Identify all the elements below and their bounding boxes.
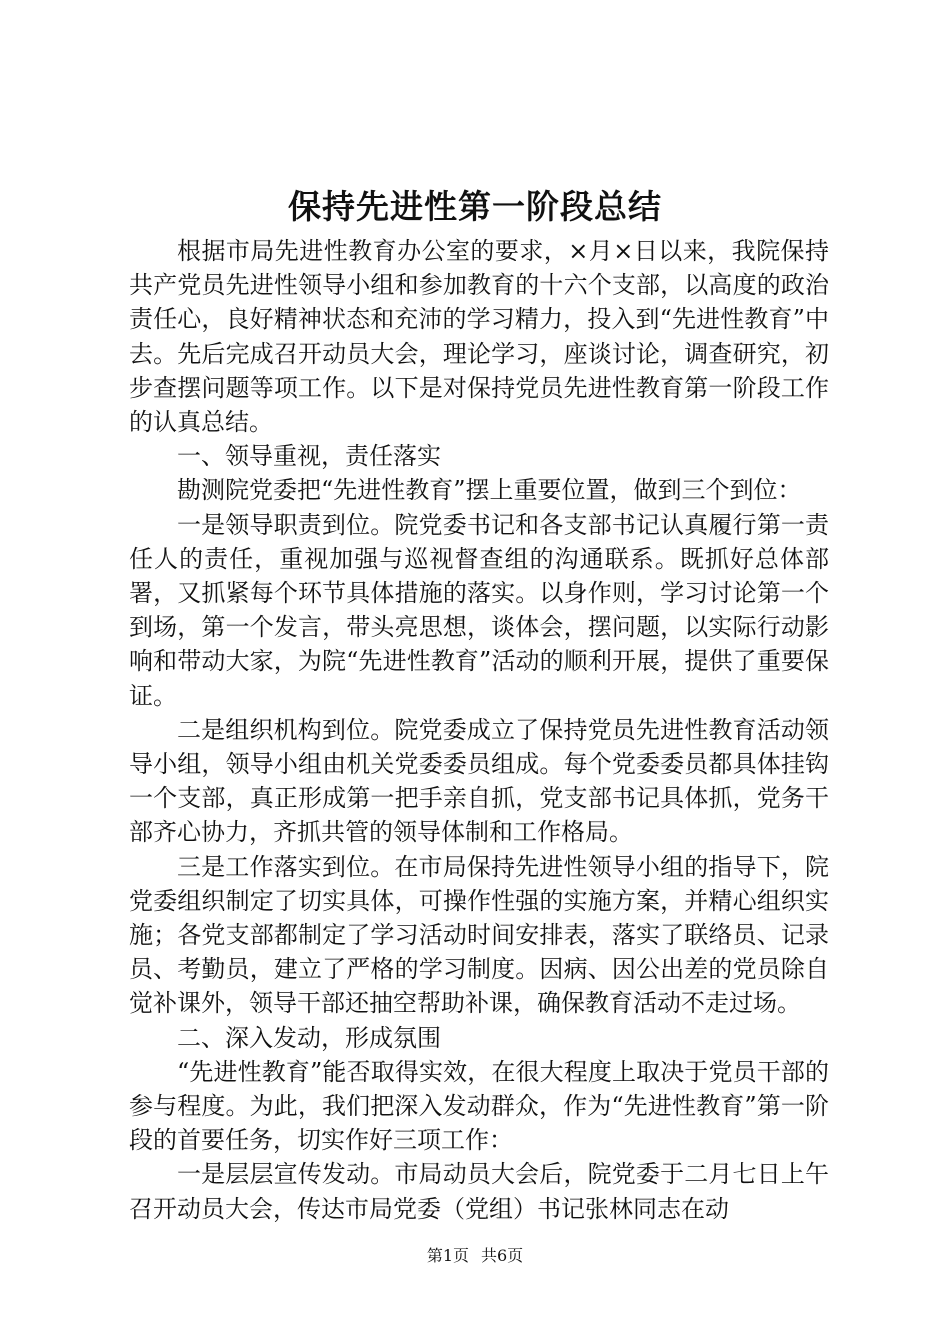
page-footer xyxy=(0,1245,950,1267)
section-heading-1: 一、领导重视，责任落实 xyxy=(177,442,441,471)
paragraph-organization: 二是组织机构到位。院党委成立了保持党员先进性教育活动领导小组，领导小组由机关党委委员组成。每个党委委员都具体挂钩一个支部，真正形成第一把手亲自抓，党支部书记具体抓，党务干部齐心协力，齐抓共管的领导体制和工作格局。 xyxy=(129,715,829,847)
section-heading-2: 二、深入发动，形成氛围 xyxy=(177,1023,441,1052)
document-body xyxy=(129,234,829,1226)
page-number: 第1页 xyxy=(426,1246,469,1265)
page-total: 共6页 xyxy=(481,1246,524,1265)
paragraph-publicity: 一是层层宣传发动。市局动员大会后，院党委于二月七日上午召开动员大会，传达市局党委（党组）书记张林同志在动 xyxy=(129,1160,829,1223)
paragraph-work-implementation: 三是工作落实到位。在市局保持先进性领导小组的指导下，院党委组织制定了切实具体，可操作性强的实施方案，并精心组织实施；各党支部都制定了学习活动时间安排表，落实了联络员、记录员、考勤员，建立了严格的学习制度。因病、因公出差的党员除自觉补课外，领导干部还抽空帮助补课，确保教育活动不走过场。 xyxy=(129,852,829,1018)
paragraph-leadership-duty: 一是领导职责到位。院党委书记和各支部书记认真履行第一责任人的责任，重视加强与巡视督查组的沟通联系。既抓好总体部署，又抓紧每个环节具体措施的落实。以身作则，学习讨论第一个到场，第一个发言，带头亮思想，谈体会，摆问题，以实际行动影响和带动大家，为院“先进性教育”活动的顺利开展，提供了重要保证。 xyxy=(129,510,829,710)
paragraph-intro: 根据市局先进性教育办公室的要求，×月×日以来，我院保持共产党员先进性领导小组和参加教育的十六个支部，以高度的政治责任心，良好精神状态和充沛的学习精力，投入到“先进性教育”中去。先后完成召开动员大会，理论学习，座谈讨论，调查研究，初步查摆问题等项工作。以下是对保持党员先进性教育第一阶段工作的认真总结。 xyxy=(129,237,829,437)
document-title: 保持先进性第一阶段总结 xyxy=(288,187,662,226)
paragraph-participation: “先进性教育”能否取得实效，在很大程度上取决于党员干部的参与程度。为此，我们把深入发动群众，作为“先进性教育”第一阶段的首要任务，切实作好三项工作： xyxy=(129,1057,829,1155)
paragraph-three-aspects: 勘测院党委把“先进性教育”摆上重要位置，做到三个到位： xyxy=(177,476,802,505)
